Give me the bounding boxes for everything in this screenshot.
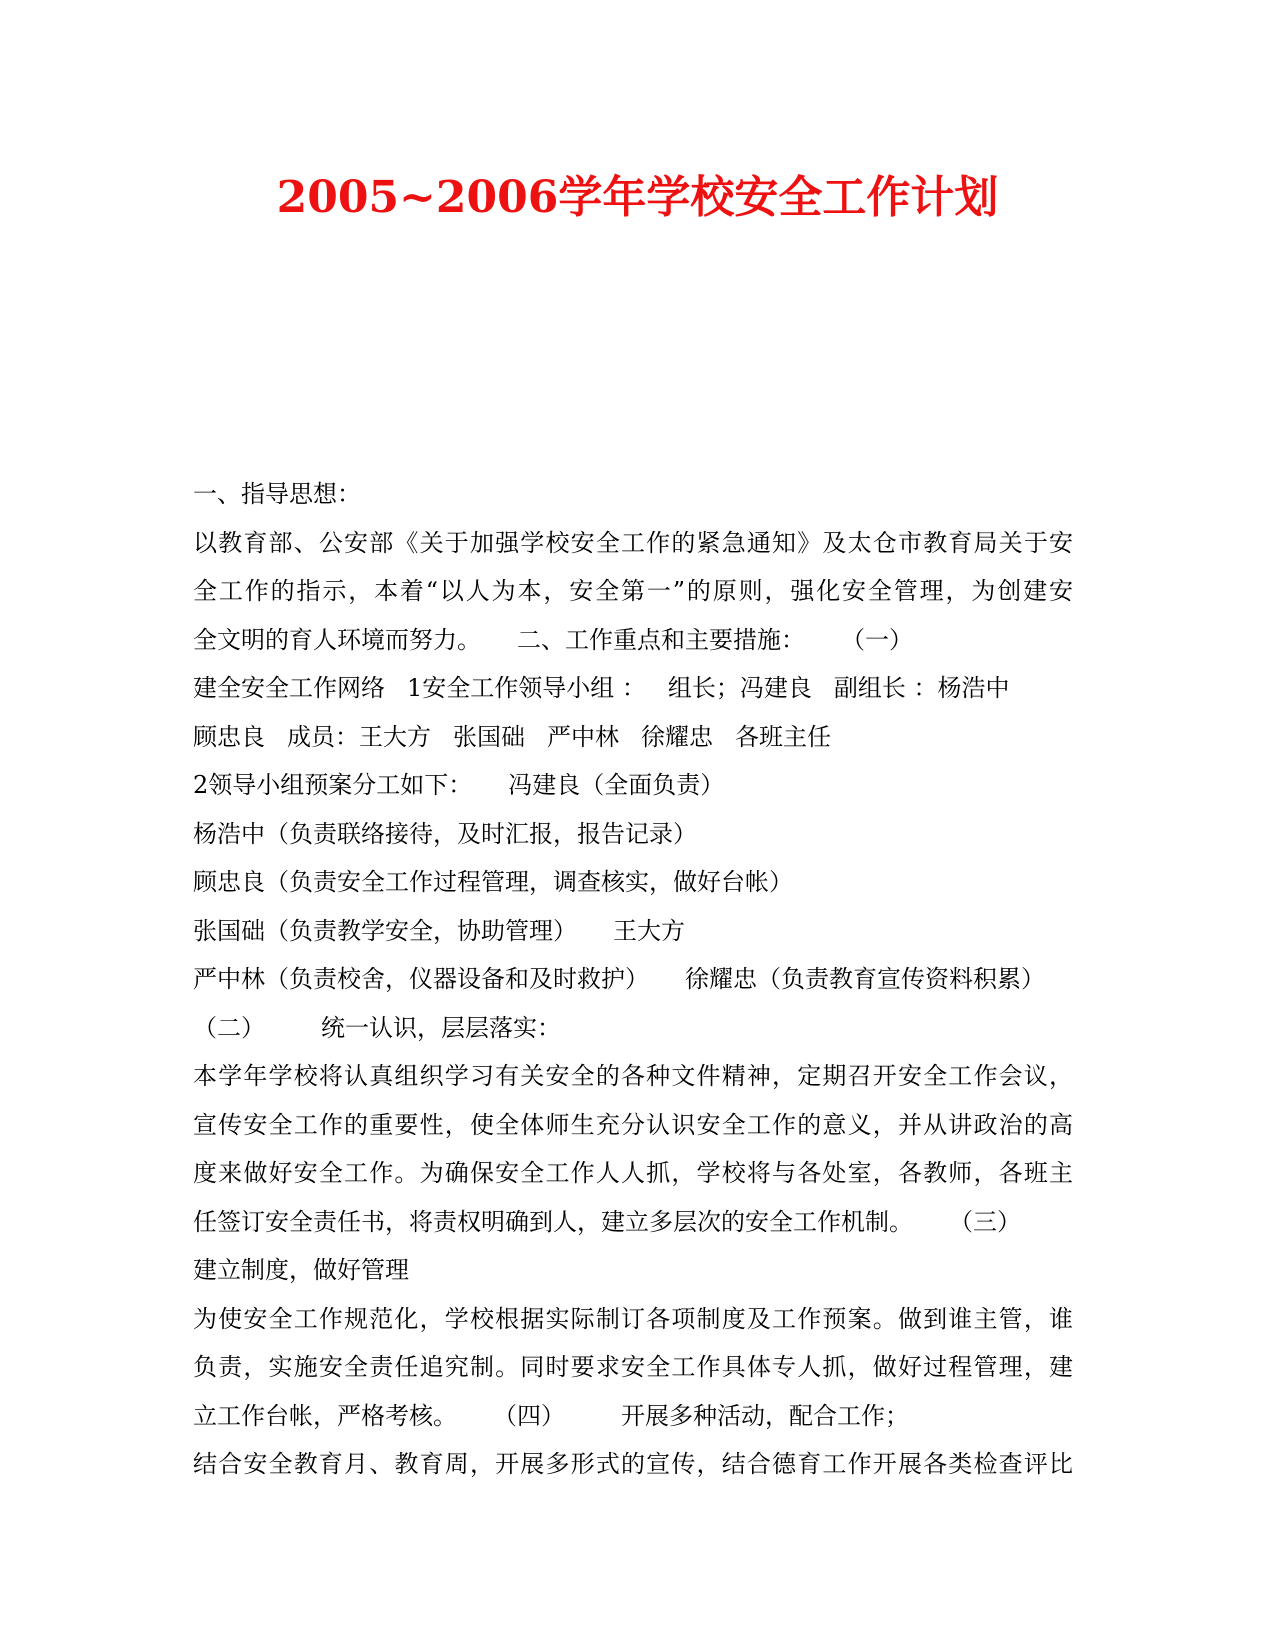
text-run: 宣传安全工作的重要性，使全体师生充分认识安全工作的意义，并从讲政治的高 [193,1110,1073,1139]
text-run: 徐耀忠（负责教育宣传资料积累） [685,965,1045,993]
text-run: 为使安全工作规范化，学校根据实际制订各项制度及工作预案。做到谁主管，谁 [193,1304,1073,1333]
text-run: 开展多种活动，配合工作； [621,1401,909,1430]
text-run: 负责，实施安全责任追究制。同时要求安全工作具体专人抓，做好过程管理，建 [193,1353,1073,1381]
section-heading [193,1004,1073,1053]
paragraph-line [193,955,1073,1004]
paragraph-line [193,858,1073,907]
text-run: 张国础 [453,722,525,751]
text-run: 结合安全教育月、教育周，开展多形式的宣传，结合德育工作开展各类检查评比 [193,1450,1073,1478]
paragraph-line [193,761,1073,810]
paragraph-line [193,713,1073,762]
text-run: （二） [193,1013,265,1042]
text-run: 任签订安全责任书，将责权明确到人，建立多层次的安全工作机制。 [193,1207,913,1236]
text-run: 徐耀忠 [641,722,713,751]
text-run: （一） [841,625,913,654]
paragraph-line [193,1052,1073,1101]
text-run: 2领导小组预案分工如下： [193,771,473,799]
paragraph-line [193,1440,1073,1489]
text-run: 一、指导思想： [193,480,361,508]
text-run: 建立制度，做好管理 [193,1256,409,1284]
section-heading [193,470,1073,519]
paragraph-line [193,907,1073,956]
paragraph-line [193,1392,1073,1441]
text-run: 全工作的指示，本着“以人为本，安全第一”的原则，强化安全管理，为创建安 [193,577,1073,605]
text-run: 立工作台帐，严格考核。 [193,1401,457,1430]
text-run: 冯建良（全面负责） [508,771,725,799]
page-title: 2005~2006学年学校安全工作计划 [276,172,999,223]
paragraph-line [193,1295,1073,1344]
text-run: 严中林 [547,722,619,751]
paragraph-line [193,1101,1073,1150]
text-run: 成员：王大方 [287,722,431,751]
paragraph-line [193,519,1073,568]
text-run: 副组长 ：杨浩中 [833,674,1010,702]
paragraph-line [193,1149,1073,1198]
text-run: 以教育部、公安部《关于加强学校安全工作的紧急通知》及太仓市教育局关于安 [193,528,1073,557]
paragraph-line [193,567,1073,616]
text-run: 张国础（负责教学安全，协助管理） [193,916,577,945]
text-run: 顾忠良 [193,722,265,751]
paragraph-line [193,810,1073,859]
text-run: 严中林（负责校舍，仪器设备和及时救护） [193,965,649,993]
text-run: 顾忠良（负责安全工作过程管理，调查核实，做好台帐） [193,868,793,896]
text-run: 组长；冯建良 [667,674,812,702]
paragraph-line [193,1198,1073,1247]
text-run: 各班主任 [735,722,831,751]
paragraph-line [193,616,1073,665]
paragraph-line [193,1343,1073,1392]
text-run: 全文明的育人环境而努力。 [193,625,481,654]
text-run: 本学年学校将认真组织学习有关安全的各种文件精神，定期召开安全工作会议， [193,1062,1073,1090]
text-run: （三） [949,1207,1021,1236]
text-run: 王大方 [613,916,685,945]
text-run: 度来做好安全工作。为确保安全工作人人抓，学校将与各处室，各教师，各班主 [193,1159,1073,1187]
paragraph-line [193,664,1073,713]
text-run: 建全安全工作网络 [193,674,385,702]
text-run: 1安全工作领导小组 ： [407,674,646,702]
text-run: 统一认识，层层落实： [321,1013,561,1042]
body-text [193,470,1073,1489]
section-heading [193,1246,1073,1295]
text-run: 二、工作重点和主要措施： [517,625,805,654]
text-run: （四） [493,1401,565,1430]
text-run: 杨浩中（负责联络接待，及时汇报，报告记录） [193,819,697,848]
